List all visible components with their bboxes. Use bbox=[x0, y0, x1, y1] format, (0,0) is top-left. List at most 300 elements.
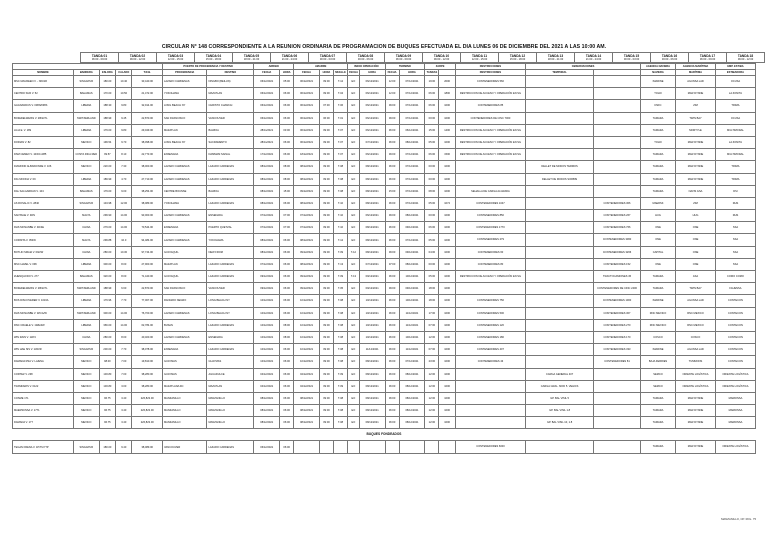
table-cell: TAMARA bbox=[640, 124, 675, 136]
table-cell: BOS DISCOVERER V. 1016A bbox=[13, 295, 74, 307]
table-cell: 06:00 bbox=[385, 368, 399, 380]
table-cell: 06:00 bbox=[425, 100, 439, 112]
tanda-hours: 06:00 - 09:00 bbox=[699, 57, 716, 61]
table-cell: T-08 bbox=[334, 331, 348, 343]
tanda-cell bbox=[461, 53, 499, 63]
table-cell: EO bbox=[348, 197, 360, 209]
table-cell: 9.00 bbox=[116, 185, 132, 197]
table-cell: 19:00 bbox=[425, 76, 439, 88]
table-cell: EO bbox=[348, 222, 360, 234]
table-cell: ORIENTE LOGÍSTICA bbox=[715, 368, 755, 380]
table-cell: 07/12/2021 bbox=[399, 88, 425, 100]
table-cell: TWIN BAY bbox=[676, 112, 716, 124]
table-cell: 199.54 bbox=[99, 136, 115, 148]
table-cell: 38,280.00 bbox=[132, 368, 163, 380]
table-cell: 10/12/2021 bbox=[294, 344, 320, 356]
tanda-name: TANDA 04 bbox=[205, 53, 222, 58]
table-cell: SSA bbox=[715, 222, 755, 234]
table-cell: NINGBO (BEILUN) bbox=[207, 76, 254, 88]
table-cell: CONTENEDORES 500 bbox=[455, 307, 525, 319]
table-cell: 09:00 bbox=[319, 380, 333, 392]
table-cell: OCUSA bbox=[715, 76, 755, 88]
table-cell: 7.70 bbox=[116, 344, 132, 356]
table-cell bbox=[526, 307, 594, 319]
table-cell: LIBERIA bbox=[73, 124, 99, 136]
table-cell: CENTRE BOUNSE bbox=[162, 185, 207, 197]
table-cell: 11/12/2021 bbox=[359, 344, 385, 356]
tanda-cell bbox=[423, 53, 461, 63]
table-cell: HUG bbox=[640, 210, 675, 222]
table-cell: 09:00 bbox=[385, 112, 399, 124]
table-cell: CHINA bbox=[73, 331, 99, 343]
table-cell: CONTENEDORES 180 bbox=[455, 331, 525, 343]
table-cell: 96.75 bbox=[99, 417, 115, 429]
table-cell: LONG BEACH NY bbox=[162, 136, 207, 148]
table-cell: 06:00 bbox=[280, 417, 294, 429]
table-cell: CONTENEDORES 3060 bbox=[594, 234, 641, 246]
table-cell: T-06 bbox=[334, 100, 348, 112]
table-cell: 08/12/2021 bbox=[399, 368, 425, 380]
table-cell: 10/12/2021 bbox=[359, 295, 385, 307]
table-cell: T-08 bbox=[334, 295, 348, 307]
table-cell: 08/12/2021 bbox=[359, 197, 385, 209]
tanda-name: TANDA 12 bbox=[509, 53, 526, 58]
table-cell: 08/12/2021 bbox=[359, 417, 385, 429]
tanda-hours: 15:00 - 18:00 bbox=[509, 57, 526, 61]
table-cell: CONTENEDORES 80 bbox=[455, 258, 525, 270]
table-cell bbox=[594, 405, 641, 417]
table-cell: RHS MOSANBE V. WC/A/W bbox=[13, 307, 74, 319]
table-cell bbox=[594, 417, 641, 429]
table-cell: MAZATLAN bbox=[162, 258, 207, 270]
table-cell: MANZANILLO bbox=[207, 417, 254, 429]
table-cell: CONTENEDORES 407 bbox=[455, 344, 525, 356]
table-cell: T-08 bbox=[334, 405, 348, 417]
document-title: CIRCULAR N° 148 CORRESPONDIENTE A LA REUNION ORDINARIA DE PROGRAMACION DE BUQUES EFECTUADA EL DIA LUNES 06 DE DICIEMBRE DEL 2021 A LAS 10:00 AM. bbox=[161, 44, 607, 50]
table-cell: ONE bbox=[640, 258, 675, 270]
table-cell: 06:00 bbox=[280, 149, 294, 161]
table-cell: 96.75 bbox=[99, 405, 115, 417]
table-cell: 62,784.00 bbox=[132, 319, 163, 331]
table-cell: 98.00 bbox=[99, 356, 115, 368]
table-cell: ZIM bbox=[676, 100, 716, 112]
tanda-name: TANDA 18 bbox=[737, 53, 754, 58]
table-cell: TAMARA bbox=[640, 283, 675, 295]
table-cell: RESTRICCION DE ACCESO Y OPERACIÓN EN SG bbox=[455, 88, 525, 100]
table-cell: 06:00 bbox=[280, 197, 294, 209]
table-cell: 38,089.00 bbox=[132, 197, 163, 209]
table-cell: 09:00 bbox=[319, 161, 333, 173]
table-cell: LAZARO CARDENAS bbox=[162, 161, 207, 173]
table-cell: 10/12/2021 bbox=[294, 356, 320, 368]
table-cell: CONTENEDORES 1047 bbox=[455, 197, 525, 209]
table-cell: TAMARA bbox=[640, 271, 675, 283]
table-cell: 8.00 bbox=[116, 258, 132, 270]
table-cell: 10.30 bbox=[116, 246, 132, 258]
table-cell: 320.00 bbox=[99, 271, 115, 283]
group-header-termino: TERMINO bbox=[385, 64, 425, 70]
table-cell: EO bbox=[348, 124, 360, 136]
table-cell: 07/12/2021 bbox=[399, 234, 425, 246]
table-cell: MAR DYNNE bbox=[676, 173, 716, 185]
table-cell: SEMCO bbox=[640, 380, 675, 392]
tanda-cell bbox=[499, 53, 537, 63]
table-cell: LIBERIA bbox=[73, 258, 99, 270]
column-header: NOMBRE bbox=[13, 70, 74, 76]
table-cell: 07/12/2021 bbox=[399, 149, 425, 161]
table-cell bbox=[348, 441, 360, 453]
table-cell: 19,810.00 bbox=[132, 356, 163, 368]
table-cell: 06:00 bbox=[280, 380, 294, 392]
table-cell bbox=[594, 441, 641, 453]
table-cell: 06/12/2021 bbox=[294, 124, 320, 136]
table-cell: 28/11/2021 bbox=[254, 124, 280, 136]
table-row bbox=[13, 222, 756, 234]
table-cell: ONE bbox=[640, 234, 675, 246]
table-cell: EO bbox=[348, 149, 360, 161]
table-cell: ORIENTE LOGÍSTICA bbox=[715, 441, 755, 453]
table-cell: 07/12/2021 bbox=[399, 76, 425, 88]
table-cell: 07/12/2021 bbox=[399, 112, 425, 124]
table-cell: 99.57 bbox=[99, 149, 115, 161]
table-cell: AGUADULCE bbox=[207, 368, 254, 380]
column-header: FECHA bbox=[254, 70, 280, 76]
table-cell: 180.00 bbox=[99, 76, 115, 88]
table-cell: CONTENEDORES 270 bbox=[594, 319, 641, 331]
table-cell: 09:00 bbox=[319, 88, 333, 100]
table-cell: LAZARO CARDENAS bbox=[207, 197, 254, 209]
table-cell: EO bbox=[348, 283, 360, 295]
table-cell: DAMADA RSA V. LA/ENA bbox=[13, 356, 74, 368]
table-cell: 15:00 bbox=[385, 185, 399, 197]
table-cell: TAMARA bbox=[640, 405, 675, 417]
table-cell bbox=[526, 76, 594, 88]
table-cell: 10/12/2021 bbox=[294, 331, 320, 343]
table-row bbox=[13, 307, 756, 319]
table-cell: 09:00 bbox=[319, 258, 333, 270]
table-cell: BAHAMAS bbox=[73, 88, 99, 100]
table-cell bbox=[526, 258, 594, 270]
table-cell: TRIMA bbox=[715, 100, 755, 112]
table-cell: ORIENTE LOGÍSTICA bbox=[715, 380, 755, 392]
table-cell: 280.00 bbox=[99, 331, 115, 343]
table-cell: T-09 bbox=[334, 246, 348, 258]
table-cell: RNC MEXICO bbox=[640, 319, 675, 331]
table-cell: EO bbox=[348, 173, 360, 185]
table-cell: 08/12/2021 bbox=[399, 258, 425, 270]
table-cell: SEHALLA DE CARGA ALGRADA bbox=[455, 185, 525, 197]
tanda-cell bbox=[537, 53, 575, 63]
table-cell: 06/12/2021 bbox=[359, 100, 385, 112]
table-cell: 14.00 bbox=[116, 210, 132, 222]
table-cell: 08/12/2021 bbox=[359, 380, 385, 392]
table-cell: 226,823.00 bbox=[132, 405, 163, 417]
table-cell: 15:00 bbox=[280, 185, 294, 197]
table-cell: CONTENEDORES 60 bbox=[455, 246, 525, 258]
table-cell: ORIENTE LOGÍSTICA bbox=[676, 368, 716, 380]
table-cell: SEMCO bbox=[640, 368, 675, 380]
table-cell: 05:00 bbox=[425, 271, 439, 283]
table-cell: BOTLIN SMAIA V. 09/2W bbox=[13, 246, 74, 258]
table-cell bbox=[594, 124, 641, 136]
table-cell: BAHAMAS bbox=[73, 271, 99, 283]
table-cell: T-09 bbox=[334, 368, 348, 380]
table-cell: CARGA GRAL. MOD 5. VEHICS bbox=[526, 380, 594, 392]
table-cell: T-08 bbox=[334, 417, 348, 429]
table-cell: 9.40 bbox=[116, 441, 132, 453]
table-row bbox=[13, 197, 756, 209]
table-cell: EO bbox=[348, 112, 360, 124]
table-cell: CONTENEDORES 267 bbox=[594, 210, 641, 222]
table-cell: 38,098.00 bbox=[132, 136, 163, 148]
table-cell: T-13 bbox=[334, 258, 348, 270]
table-cell: TAMARA bbox=[640, 417, 675, 429]
table-cell: 10.0 bbox=[116, 234, 132, 246]
table-cell: 08/12/2021 bbox=[294, 405, 320, 417]
table-cell: EO bbox=[348, 161, 360, 173]
table-cell: 06:00 bbox=[385, 173, 399, 185]
table-cell: 08/12/2021 bbox=[359, 392, 385, 404]
table-cell: MANZANILLO bbox=[162, 392, 207, 404]
table-cell: 134.98 bbox=[99, 197, 115, 209]
tanda-name: TANDA 17 bbox=[699, 53, 716, 58]
table-cell: 94,484.00 bbox=[132, 234, 163, 246]
table-cell: 1000 bbox=[439, 246, 455, 258]
tanda-cell bbox=[727, 53, 765, 63]
table-cell: 179.00 bbox=[99, 124, 115, 136]
table-cell: 1000 bbox=[439, 258, 455, 270]
table-cell: WIN HAE SIS V. 1W/2R bbox=[13, 344, 74, 356]
table-cell bbox=[425, 441, 439, 453]
table-cell bbox=[526, 149, 594, 161]
table-cell: 06/12/2021 bbox=[359, 76, 385, 88]
table-cell: 06:00 bbox=[280, 344, 294, 356]
table-cell: 06:00 bbox=[385, 271, 399, 283]
table-cell bbox=[526, 100, 594, 112]
table-cell: 08/12/2021 bbox=[294, 161, 320, 173]
table-cell: IMARINE bbox=[640, 76, 675, 88]
table-cell: 06:00 bbox=[385, 222, 399, 234]
table-cell bbox=[526, 295, 594, 307]
table-cell bbox=[359, 441, 385, 453]
table-cell: ONE bbox=[676, 246, 716, 258]
table-cell: T-09 bbox=[334, 380, 348, 392]
section-label-fondeados: BUQUES FONDEADOS bbox=[366, 432, 402, 437]
table-cell: MAR DYNNE bbox=[676, 161, 716, 173]
table-cell: 7.70 bbox=[116, 295, 132, 307]
table-cell: 08/12/2021 bbox=[399, 380, 425, 392]
table-cell: MEXICO bbox=[73, 356, 99, 368]
table-cell: LAZARO CARDENAS bbox=[162, 307, 207, 319]
table-cell: MALTA bbox=[73, 210, 99, 222]
table-cell: 1000 bbox=[439, 100, 455, 112]
table-cell: 10/12/2021 bbox=[359, 307, 385, 319]
table-cell: CONTENEDORES 81 bbox=[594, 356, 641, 368]
table-cell: 08:00 bbox=[280, 319, 294, 331]
table-cell: 09:00 bbox=[319, 307, 333, 319]
tanda-cell bbox=[309, 53, 347, 63]
tanda-cell bbox=[81, 53, 119, 63]
table-cell: T-08 bbox=[334, 344, 348, 356]
table-cell: CONTENEDORES 3266 bbox=[594, 246, 641, 258]
table-cell bbox=[594, 136, 641, 148]
table-cell: 07/12/2021 bbox=[399, 185, 425, 197]
table-cell: 1000 bbox=[439, 283, 455, 295]
table-row bbox=[13, 441, 756, 453]
table-cell: 06:00 bbox=[385, 307, 399, 319]
column-header: MUELLE bbox=[335, 71, 346, 74]
tanda-cell bbox=[195, 53, 233, 63]
table-cell: 08/12/2021 bbox=[359, 222, 385, 234]
table-cell: 06:00 bbox=[280, 246, 294, 258]
table-cell: T-08 bbox=[334, 307, 348, 319]
table-cell: LONG BEACH NY bbox=[207, 307, 254, 319]
table-cell: ENSENADA bbox=[162, 222, 207, 234]
table-cell: 10/12/2021 bbox=[359, 331, 385, 343]
table-row bbox=[13, 380, 756, 392]
table-cell: 09:00 bbox=[319, 185, 333, 197]
table-cell: 17/12/2021 bbox=[254, 149, 280, 161]
table-cell: 09/12/2021 bbox=[254, 271, 280, 283]
table-cell: RANGIRO NEGRO bbox=[162, 295, 207, 307]
table-cell bbox=[455, 283, 525, 295]
table-cell: MEXICO bbox=[73, 392, 99, 404]
table-cell: LONG BEACH NY bbox=[207, 295, 254, 307]
table-cell: 96.75 bbox=[99, 392, 115, 404]
table-cell: LAZARO CARDENAS bbox=[162, 210, 207, 222]
table-cell: 07:30 bbox=[319, 100, 333, 112]
table-cell: GUAYMAS bbox=[207, 356, 254, 368]
table-cell: MANZANILLO bbox=[207, 392, 254, 404]
table-cell bbox=[526, 356, 594, 368]
table-cell: SINGAPUR bbox=[73, 76, 99, 88]
table-cell: DAMMAM SAINAL bbox=[207, 149, 254, 161]
tanda-hours: 06:00 - 09:00 bbox=[395, 57, 412, 61]
table-cell: 22,870.00 bbox=[132, 112, 163, 124]
table-cell: NAVIS GSA bbox=[676, 185, 716, 197]
column-header: T.R.B. bbox=[132, 70, 163, 76]
table-cell: T-12 bbox=[334, 76, 348, 88]
table-cell: 06:00 bbox=[280, 368, 294, 380]
table-cell: 08/12/2021 bbox=[399, 136, 425, 148]
tanda-hours: 06:00 - 09:00 bbox=[91, 57, 108, 61]
table-cell: MARDINSA bbox=[715, 417, 755, 429]
table-cell: SWITZERLAND bbox=[73, 283, 99, 295]
table-cell: ONE bbox=[676, 234, 716, 246]
table-cell: 07/12/2021 bbox=[294, 222, 320, 234]
table-cell: BO3EDELWEISS V. 28N/27L bbox=[13, 283, 74, 295]
tanda-hours: 12:00 - 15:00 bbox=[471, 57, 488, 61]
table-cell: 10/12/2021 bbox=[399, 271, 425, 283]
table-cell: SINGAPUR bbox=[73, 344, 99, 356]
table-cell: LIBERIA bbox=[73, 319, 99, 331]
table-cell: 06:00 bbox=[280, 307, 294, 319]
table-cell: 180.00 bbox=[99, 441, 115, 453]
table-cell: 8.00 bbox=[116, 331, 132, 343]
table-cell bbox=[594, 88, 641, 100]
table-cell: DELLET DE MODOS SORBIS bbox=[526, 173, 594, 185]
table-cell: LA ZONITA bbox=[715, 136, 755, 148]
table-cell: 09:00 bbox=[319, 173, 333, 185]
table-cell: 06/12/2021 bbox=[359, 149, 385, 161]
table-cell: 09/12/2021 bbox=[294, 283, 320, 295]
table-cell: 226,823.00 bbox=[132, 392, 163, 404]
table-cell: T-08 bbox=[334, 319, 348, 331]
table-cell: AGUNSA LAD bbox=[676, 295, 716, 307]
table-cell: GAGNANDUS V. 038N/038S bbox=[13, 100, 74, 112]
table-cell: 09:00 bbox=[319, 319, 333, 331]
table-cell: 06:00 bbox=[319, 112, 333, 124]
table-cell: 226,823.00 bbox=[132, 417, 163, 429]
table-cell: BALBOA bbox=[207, 124, 254, 136]
table-cell: CONTECON bbox=[715, 356, 755, 368]
table-cell: 1000 bbox=[439, 271, 455, 283]
table-cell: TUMMONS bbox=[676, 356, 716, 368]
table-cell: 08/12/2021 bbox=[359, 161, 385, 173]
table-cell: T-08 bbox=[334, 356, 348, 368]
table-cell: RHS bbox=[715, 210, 755, 222]
table-cell: DORIAN V. 82 bbox=[13, 136, 74, 148]
table-cell: CONTENEDORES 85 bbox=[455, 100, 525, 112]
table-cell: CARGA GENERAL 407 bbox=[526, 368, 594, 380]
table-cell bbox=[526, 344, 594, 356]
group-header-arribo: ARRIBO bbox=[254, 64, 294, 70]
table-cell: CONTECON bbox=[715, 307, 755, 319]
table-cell: 08:00 bbox=[280, 331, 294, 343]
table-row bbox=[13, 100, 756, 112]
table-cell: MEXICO bbox=[73, 161, 99, 173]
table-cell: 9.80 bbox=[116, 100, 132, 112]
table-cell: 40,400.00 bbox=[132, 331, 163, 343]
table-cell: 8.00 bbox=[116, 271, 132, 283]
table-cell: 10/12/2021 bbox=[254, 307, 280, 319]
table-cell: LONG BEACH NY bbox=[162, 100, 207, 112]
table-cell: MSC MAUREEN V. - NK01R bbox=[13, 76, 74, 88]
table-cell: 11/12/2021 bbox=[399, 319, 425, 331]
table-cell: 10/12/2021 bbox=[359, 319, 385, 331]
tanda-cell bbox=[157, 53, 195, 63]
table-cell: TRAMFARIS V. 0122 bbox=[13, 380, 74, 392]
table-cell: 189.99 bbox=[99, 173, 115, 185]
column-header: RESTRICCIONES bbox=[455, 70, 525, 76]
table-cell: EO bbox=[348, 185, 360, 197]
table-cell: 12:00 bbox=[425, 380, 439, 392]
table-cell: 1800 bbox=[439, 88, 455, 100]
table-cell: 09/12/2021 bbox=[399, 222, 425, 234]
table-cell: 06/12/2021 bbox=[294, 88, 320, 100]
column-header: FECHA bbox=[385, 70, 399, 76]
table-cell: 09/12/2021 bbox=[294, 271, 320, 283]
tanda-lead-spacer bbox=[12, 53, 81, 63]
table-cell: 06:00 bbox=[280, 258, 294, 270]
group-header-puerto: PUERTO DE PROCEDENCIA Y DESTINO bbox=[162, 64, 253, 70]
table-cell: DELLET DE MODOS TERMOS bbox=[526, 161, 594, 173]
column-header: BANDERA bbox=[73, 70, 99, 76]
table-cell: YOKOHAMA bbox=[207, 234, 254, 246]
table-cell: DSI bbox=[715, 185, 755, 197]
table-cell: RHS bbox=[715, 197, 755, 209]
table-cell: 97,744.00 bbox=[132, 246, 163, 258]
table-cell: 1000 bbox=[439, 331, 455, 343]
table-cell: 33,440.00 bbox=[132, 76, 163, 88]
table-cell: 32,914.00 bbox=[132, 100, 163, 112]
table-cell: 07:00 bbox=[280, 222, 294, 234]
column-header: TANDAS bbox=[426, 71, 438, 74]
table-cell: 1000 bbox=[439, 222, 455, 234]
table-cell: 12:00 bbox=[425, 405, 439, 417]
table-cell: 09:00 bbox=[385, 149, 399, 161]
table-cell: 18/12/2021 bbox=[294, 149, 320, 161]
